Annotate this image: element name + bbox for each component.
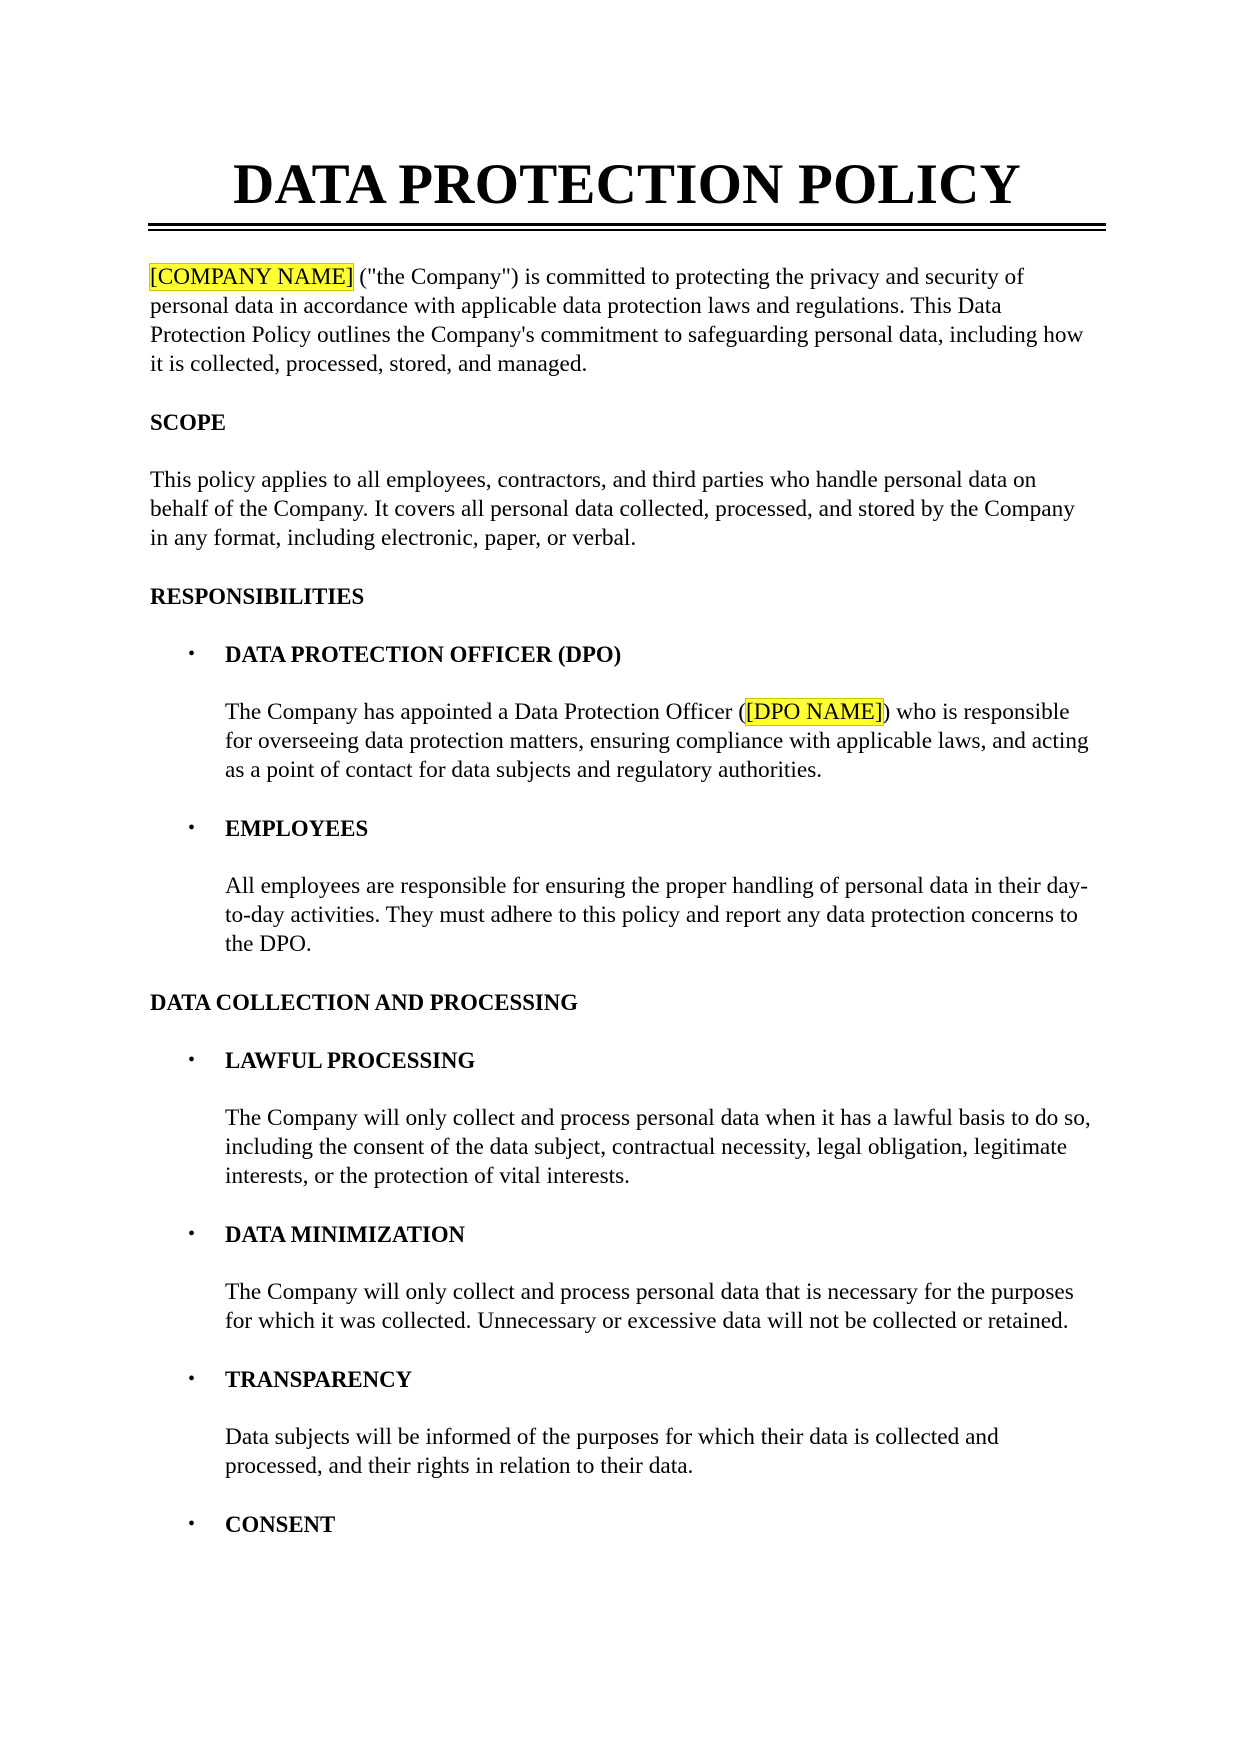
document-body — [150, 263, 1095, 1568]
item-title: DATA MINIMIZATION — [225, 1222, 466, 1247]
bullet-icon: • — [188, 1513, 196, 1535]
scope-heading: SCOPE — [150, 410, 227, 435]
bullet-icon: • — [188, 1049, 196, 1071]
dpo-text — [225, 698, 1095, 785]
item-title: LAWFUL PROCESSING — [225, 1048, 476, 1073]
list-item-dpo — [150, 640, 1095, 785]
company-name-placeholder: [COMPANY NAME] — [150, 264, 354, 290]
title-rule-bottom — [148, 229, 1106, 231]
bullet-icon: • — [188, 817, 196, 839]
item-text: The Company will only collect and process personal data when it has a lawful basis to do so, including the consent of the data subject, contractual necessity, legal obligation, legitimate interests, or the protection of vital interests. — [225, 1105, 1091, 1189]
employees-title: EMPLOYEES — [225, 816, 369, 841]
list-item — [150, 1365, 1095, 1481]
dpo-name-placeholder: [DPO NAME] — [746, 699, 883, 725]
list-item — [150, 1220, 1095, 1336]
title-rule-top — [148, 223, 1106, 226]
responsibilities-list — [150, 640, 1095, 959]
item-text: Data subjects will be informed of the purposes for which their data is collected and processed, and their rights in relation to their data. — [225, 1424, 999, 1479]
scope-text: This policy applies to all employees, contractors, and third parties who handle personal data on behalf of the Company. It covers all personal data collected, processed, and stored by the Company in any format, including electronic, paper, or verbal. — [150, 467, 1075, 551]
dpo-text-before: The Company has appointed a Data Protection Officer ( — [225, 699, 746, 725]
item-title: CONSENT — [225, 1512, 336, 1537]
employees-text: All employees are responsible for ensuring the proper handling of personal data in their day-to-day activities. They must adhere to this policy and report any data protection concerns to the DPO. — [225, 873, 1089, 957]
dpo-title: DATA PROTECTION OFFICER (DPO) — [225, 642, 622, 667]
list-item-employees — [150, 814, 1095, 959]
intro-paragraph — [150, 263, 1095, 379]
bullet-icon: • — [188, 1368, 196, 1390]
item-title: TRANSPARENCY — [225, 1367, 413, 1392]
list-item — [150, 1510, 1095, 1539]
collection-list — [150, 1046, 1095, 1539]
document-title: DATA PROTECTION POLICY — [233, 153, 1021, 216]
intro-text: ("the Company") is committed to protecting the privacy and security of personal data in accordance with applicable data protection laws and regulations. This Data Protection Policy outlines the Company's commitment to safeguarding personal data, including how it is collected, processed, stored, and managed. — [150, 264, 1084, 377]
dpo-text-after: ) who is responsible for overseeing data protection matters, ensuring compliance with applicable laws, and acting as a point of contact for data subjects and regulatory authorities. — [225, 699, 1089, 783]
bullet-icon: • — [188, 643, 196, 665]
bullet-icon: • — [188, 1223, 196, 1245]
responsibilities-heading: RESPONSIBILITIES — [150, 584, 365, 609]
list-item — [150, 1046, 1095, 1191]
item-text: The Company will only collect and process personal data that is necessary for the purposes for which it was collected. Unnecessary or excessive data will not be collected or retained. — [225, 1279, 1074, 1334]
collection-heading: DATA COLLECTION AND PROCESSING — [150, 990, 578, 1015]
